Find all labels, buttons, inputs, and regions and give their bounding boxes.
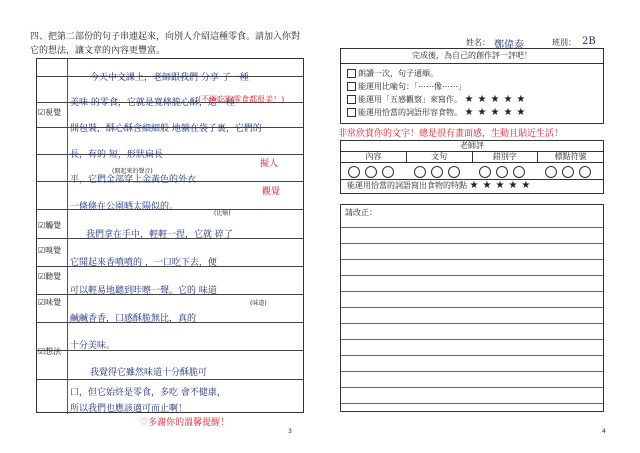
line-9: 可以輕易地聽到咔嚓一聲。它的 味道 <box>70 286 217 296</box>
eval-col-punctuation: 標點符號 <box>554 152 587 161</box>
eval-col-sentence: 文句 <box>407 152 473 162</box>
label-hearing: ☑聽覺 <box>38 272 62 281</box>
teacher-note-4: ♡多謝你的溫馨提醒！ <box>140 418 230 428</box>
class-label: 班別： <box>552 38 576 47</box>
eval-row2: 能運用恰當的詞語寫出食物的特點 <box>347 181 467 190</box>
name-label: 姓名： <box>466 38 490 47</box>
note-taste: (味道) <box>250 300 267 307</box>
class-value: 2B <box>582 36 596 47</box>
note-metaphor: (比喻) <box>214 210 231 217</box>
label-taste: ☑味覺 <box>38 298 62 307</box>
eval-col-typo: 錯別字 <box>473 152 539 162</box>
instruction: 四、把第二部份的句子串連起來，向別人介紹這種零食。請加入你對它的想法，讓文章的內容更豐富。 <box>30 32 301 56</box>
teacher-note-2: 擬人 <box>260 159 279 169</box>
line-3: 開包裝，酥心酥含細細般 地躺在袋子裏，它們的 <box>70 124 262 134</box>
teacher-note-3: 觀覺 <box>262 187 281 197</box>
label-idea: ☑想法 <box>38 347 62 356</box>
correction-box <box>340 204 604 412</box>
name-value: 鄭偉泰 <box>494 40 524 51</box>
line-13: 口，但它始終是零食，多吃 會不健康， <box>70 388 226 398</box>
label-sight: ☑視覺 <box>38 108 62 117</box>
face-group-typo <box>472 162 538 181</box>
line-7: 我們拿在手中，輕輕一捏，它就 碎了 <box>86 230 233 240</box>
line-4: 長，有的 短，形狀扁長 <box>70 150 163 160</box>
note-sound: (開起來的聲音) <box>112 168 153 175</box>
teacher-eval-title: 老師評 <box>341 141 603 152</box>
line-5: 平，它們全部穿上金黃色的外衣 <box>70 175 197 185</box>
line-6: 一條條在公園晒太陽似的。 <box>70 202 179 212</box>
teacher-comment: 非常欣賞你的文字！總是很有畫面感，生動且貼近生活！ <box>338 129 564 139</box>
line-8: 它聞起來香噴噴的 ，一口吃下去，便 <box>70 258 217 268</box>
self-check-box: 完成後，為自己的創作評一評吧！ 朗讀一次，句子通順。 能運用比喻句：「⋯⋯像⋯⋯」 能運用「五感觀察」來寫作。 ★★★★★ 能運用恰當的詞語形容食物。 ★★★★★ <box>340 48 604 124</box>
label-smell: ☑嗅覺 <box>38 246 62 255</box>
teacher-note-1: (不能吃的零食都很美！) <box>198 95 285 104</box>
line-2: 美味 的零食，它就是寬條脆心酥，這一種 <box>70 98 235 108</box>
check-item-3: 能運用「五感觀察」來寫作。 <box>358 95 462 104</box>
page-number-left: 3 <box>288 428 292 435</box>
line-14: 所以我們也應該適可而止啊！ <box>70 404 188 414</box>
label-touch: ☑觸覺 <box>38 221 62 230</box>
check-item-4: 能運用恰當的詞語形容食物。 <box>358 108 462 117</box>
face-group-content <box>341 162 407 181</box>
check-item-1: 朗讀一次，句子通順。 <box>358 69 438 78</box>
check-item-2: 能運用比喻句：「⋯⋯像⋯⋯」 <box>358 82 466 91</box>
eval-col-content: 內容 <box>341 152 407 162</box>
line-12: 我覺得它雖然味道十分酥脆可 <box>90 368 208 378</box>
page-number-right: 4 <box>602 428 606 435</box>
face-group-punctuation <box>538 162 604 181</box>
line-10: 鹹鹹香香，口感酥脆無比，真的 <box>70 314 197 324</box>
face-group-sentence <box>407 162 473 181</box>
checklist-title: 完成後，為自己的創作評一評吧！ <box>341 49 603 64</box>
correction-label: 請改正： <box>345 208 377 217</box>
teacher-eval-box: 老師評 內容 文句 錯別字 標點符號 能運用恰當的詞語寫出食物的特點 ★★★★★ <box>340 140 604 194</box>
line-11: 十分美味。 <box>70 341 116 351</box>
line-1: 今天中文課上，老師跟我們 分享 了一種 <box>90 73 249 83</box>
